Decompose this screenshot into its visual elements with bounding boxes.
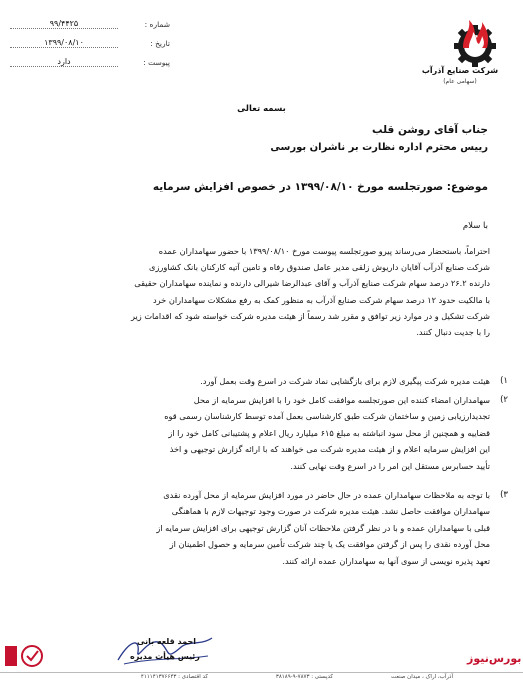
footer-address: آذرآب، اراک ، میدان صنعت bbox=[391, 674, 453, 680]
handwritten-signature bbox=[110, 630, 220, 668]
body-line: شرکت تشکیل و در موارد زیر توافق و مقرر شد رسماً از هیئت مدیره شرکت خواسته شود که اقدامات زیر bbox=[130, 310, 490, 321]
meta-date-label: تاریخ : bbox=[150, 39, 170, 48]
meta-date-row bbox=[10, 29, 170, 48]
list-item-line: با توجه به ملاحظات سهامداران عمده در حال حاضر در مورد افزایش سرمایه از محل آورده نقدی bbox=[163, 490, 490, 500]
body-line: دارنده ۲۶.۲ درصد سهام شرکت صنایع آذرآب و آقای عبدالرضا شیرالی دارنده و نماینده سهامداران حقیقی bbox=[134, 278, 490, 289]
meta-number-row bbox=[10, 10, 170, 29]
letter-subject: موضوع: صورتجلسه مورخ ۱۳۹۹/۰۸/۱۰ در خصوص افزایش سرمایه bbox=[152, 181, 488, 193]
footer-postal-code: کدپستی : ۷۸۷۳-۹-۳۸۱۸۹ bbox=[275, 674, 333, 680]
meta-number-label: شماره : bbox=[144, 20, 170, 29]
company-logo bbox=[445, 12, 505, 68]
footer-economic-code: کد اقتصادی : ۴۱۱۱۴۱۳۷۶۶۴۳ bbox=[140, 674, 208, 680]
list-item-line: تأیید حسابرس مستقل این امر را در اسرع وقت نهایی کنند. bbox=[290, 460, 490, 471]
list-item-line: قبلی با سهامداران عمده و با در نظر گرفتن ملاحظات آنان گزارش توجیهی برای افزایش سرمایه از bbox=[156, 522, 490, 533]
letter-footer bbox=[0, 674, 523, 683]
list-item-1 bbox=[28, 373, 508, 389]
list-item-2 bbox=[28, 392, 508, 474]
certification-logos bbox=[4, 642, 46, 670]
letter-meta bbox=[10, 10, 170, 67]
bismillah-heading: بسمه تعالی bbox=[237, 104, 286, 114]
body-line: احتراماً، باستحضار می‌رساند پیرو صورتجلسه پیوست مورخ ۱۳۹۹/۰۸/۱۰ با حضور سهامداران عمده bbox=[158, 246, 490, 256]
list-item-line: تعهد پذیره نویسی از سوی آنها به سهامداران عمده ارائه کنند. bbox=[282, 555, 490, 566]
list-item-line: این افزایش سرمایه اعلام و از هیئت مدیره شرکت می خواهند که با ارائه گزارش توجیهی و اخذ bbox=[169, 444, 490, 455]
greeting: با سلام bbox=[462, 221, 488, 231]
news-watermark: بورس‌نیوز bbox=[467, 652, 522, 665]
list-item-line: هیئت مدیره شرکت پیگیری لازم برای بازگشایی نماد شرکت در اسرع وقت بعمل آورد. bbox=[200, 376, 490, 386]
addressee-name: جناب آقای روشن قلب bbox=[372, 124, 488, 136]
signatory-title: رئیس هیأت مدیره bbox=[130, 652, 200, 661]
meta-attachment-label: پیوست : bbox=[143, 58, 170, 67]
meta-attachment-value: دارد bbox=[10, 57, 118, 67]
body-line: با مالکیت حدود ۱۲ درصد سهام شرکت صنایع آذرآب به منظور کمک به رفع مشکلات سهامداران خرد bbox=[153, 294, 490, 305]
meta-attachment-row bbox=[10, 48, 170, 67]
list-item-number: ۱) bbox=[500, 376, 508, 386]
signatory-name: احمد قلعه بانی bbox=[137, 637, 197, 646]
body-line: شرکت صنایع آذرآب آقایان داریوش زلقی مدیر عامل صندوق رفاه و تامین آتیه کارکنان بانک کشاورزی bbox=[149, 262, 490, 273]
list-item-line: تجدیدارزیابی زمین و ساختمان شرکت طبق کارشناسی بعمل آمده توسط کارشناسان رسمی قوه bbox=[164, 411, 490, 422]
meta-date-value: ۱۳۹۹/۰۸/۱۰ bbox=[10, 38, 118, 48]
body-line: را با جدیت دنبال کنند. bbox=[416, 327, 490, 338]
list-item-number: ۳) bbox=[500, 490, 508, 500]
footer-divider bbox=[0, 672, 523, 673]
addressee-title: رییس محترم اداره نظارت بر ناشران بورسی bbox=[270, 142, 488, 153]
list-item-number: ۲) bbox=[500, 395, 508, 405]
body-paragraph bbox=[28, 243, 490, 340]
list-item-3 bbox=[28, 487, 508, 569]
list-item-line: سهامداران موافقت حاصل نشد. هیئت مدیره شرکت در صورت وجود توجیهات لازم با هماهنگی bbox=[171, 506, 490, 517]
list-item-line: قضاییه و همچنین از محل سود انباشته به مبلغ ۶۱۵ میلیارد ریال اعلام و پشتیبانی کامل خود را از bbox=[168, 427, 490, 438]
company-legal-type: (سهامی عام) bbox=[443, 78, 477, 85]
company-name: شرکت صنایع آذرآب bbox=[421, 66, 499, 75]
list-item-line: محل آورده نقدی را پس از گرفتن موافقت یک یا چند شرکت تأمین سرمایه و حصول اطمینان از bbox=[169, 539, 490, 550]
meta-number-value: ۹۹/۴۴۲۵ bbox=[10, 19, 118, 29]
list-item-line: سهامداران امضاء کننده این صورتجلسه موافقت کامل خود را با افزایش سرمایه از محل bbox=[193, 395, 490, 405]
